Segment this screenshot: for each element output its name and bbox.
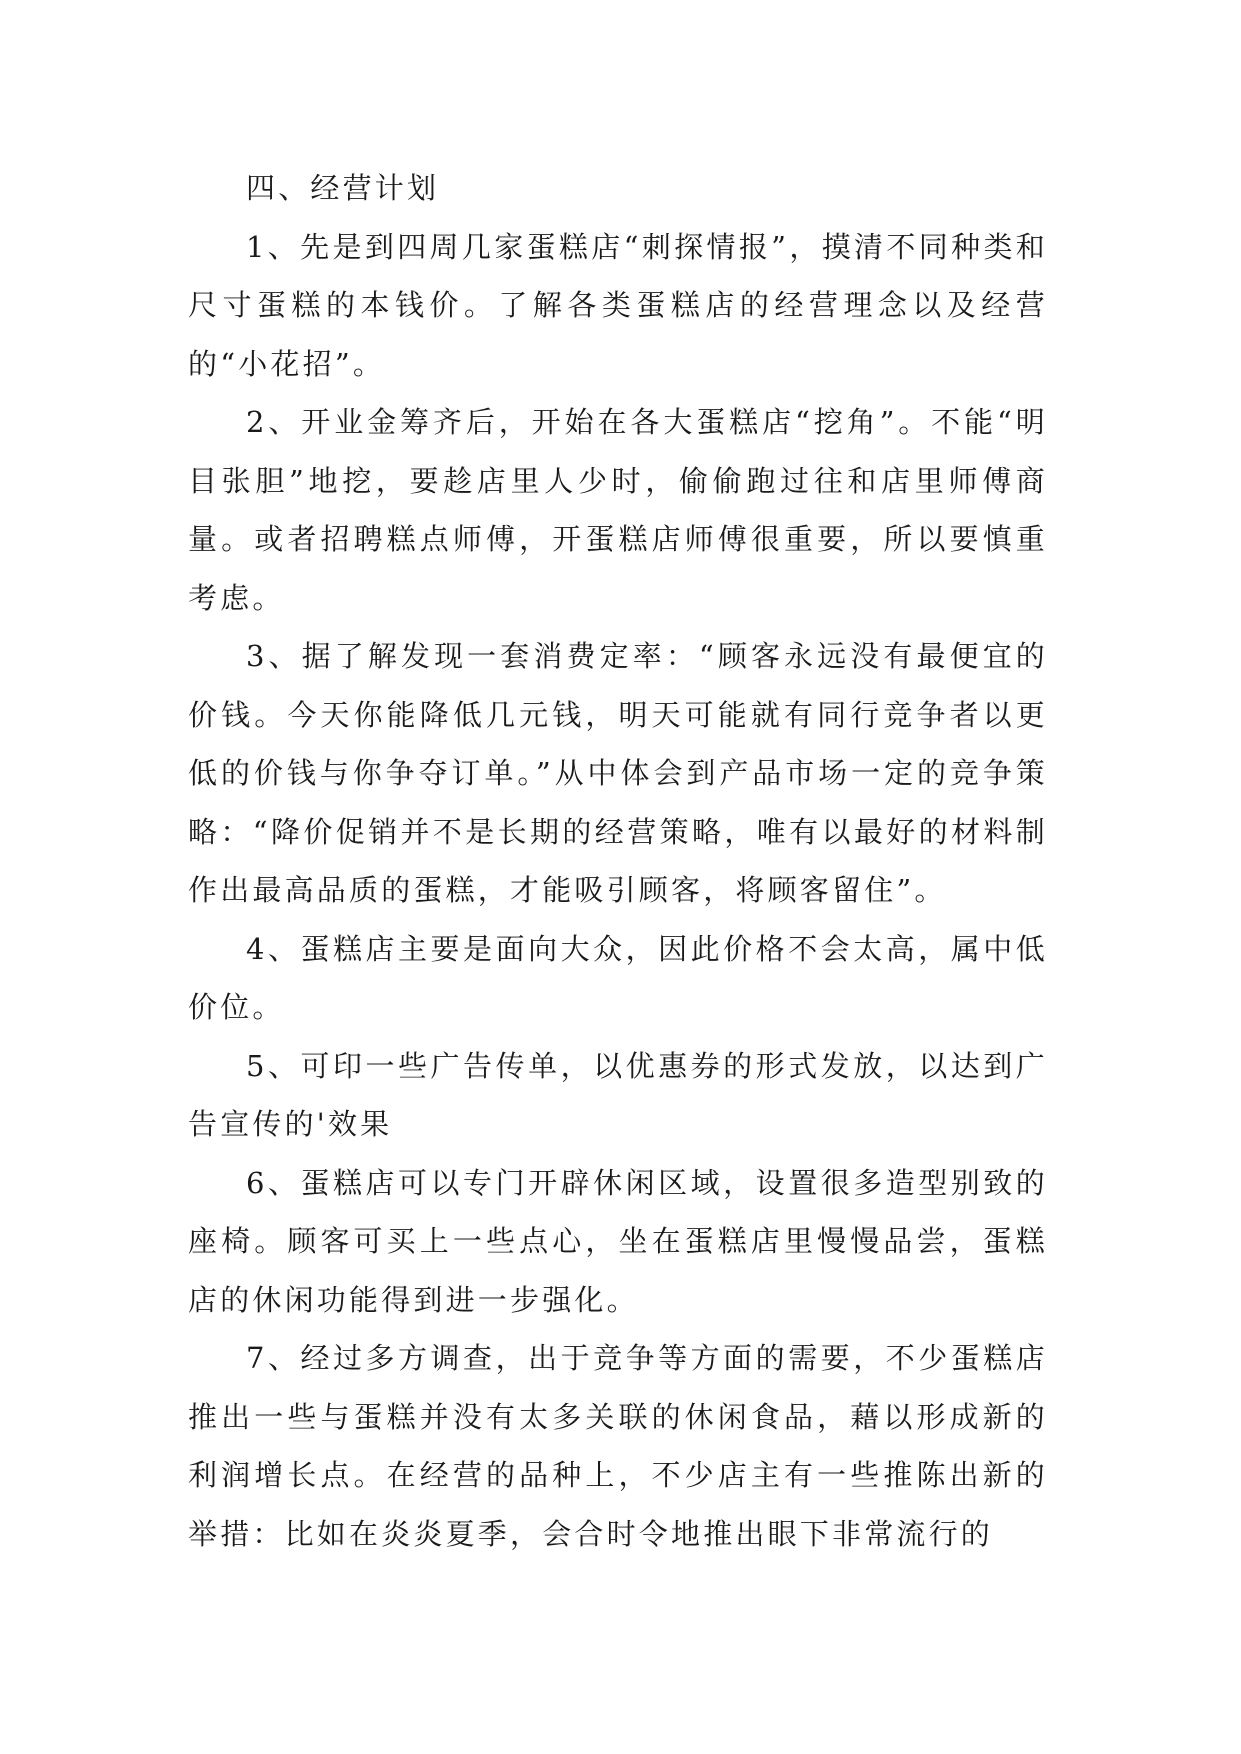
document-body [188,159,1048,1563]
paragraph-6: 6、蛋糕店可以专门开辟休闲区域，设置很多造型别致的座椅。顾客可买上一些点心，坐在蛋糕店里慢慢品尝，蛋糕店的休闲功能得到进一步强化。 [188,1165,1048,1317]
paragraph-5: 5、可印一些广告传单，以优惠券的形式发放，以达到广告宣传的'效果 [188,1048,1048,1141]
paragraph-3: 3、据了解发现一套消费定率：“顾客永远没有最便宜的价钱。今天你能降低几元钱，明天可能就有同行竞争者以更低的价钱与你争夺订单。”从中体会到产品市场一定的竞争策略：“降价促销并不是长期的经营策略，唯有以最好的材料制作出最高品质的蛋糕，才能吸引顾客，将顾客留住”。 [188,639,1048,907]
paragraph-1: 1、先是到四周几家蛋糕店“刺探情报”，摸清不同种类和尺寸蛋糕的本钱价。了解各类蛋糕店的经营理念以及经营的“小花招”。 [188,229,1048,381]
section-heading: 四、经营计划 [246,171,440,205]
paragraph-4: 4、蛋糕店主要是面向大众，因此价格不会太高，属中低价位。 [188,931,1048,1024]
paragraph-7: 7、经过多方调查，出于竞争等方面的需要，不少蛋糕店推出一些与蛋糕并没有太多关联的休闲食品，藉以形成新的利润增长点。在经营的品种上，不少店主有一些推陈出新的举措：比如在炎炎夏季，会合时令地推出眼下非常流行的 [188,1341,1048,1551]
paragraph-2: 2、开业金筹齐后，开始在各大蛋糕店“挖角”。不能“明目张胆”地挖，要趁店里人少时，偷偷跑过往和店里师傅商量。或者招聘糕点师傅，开蛋糕店师傅很重要，所以要慎重考虑。 [188,405,1048,615]
